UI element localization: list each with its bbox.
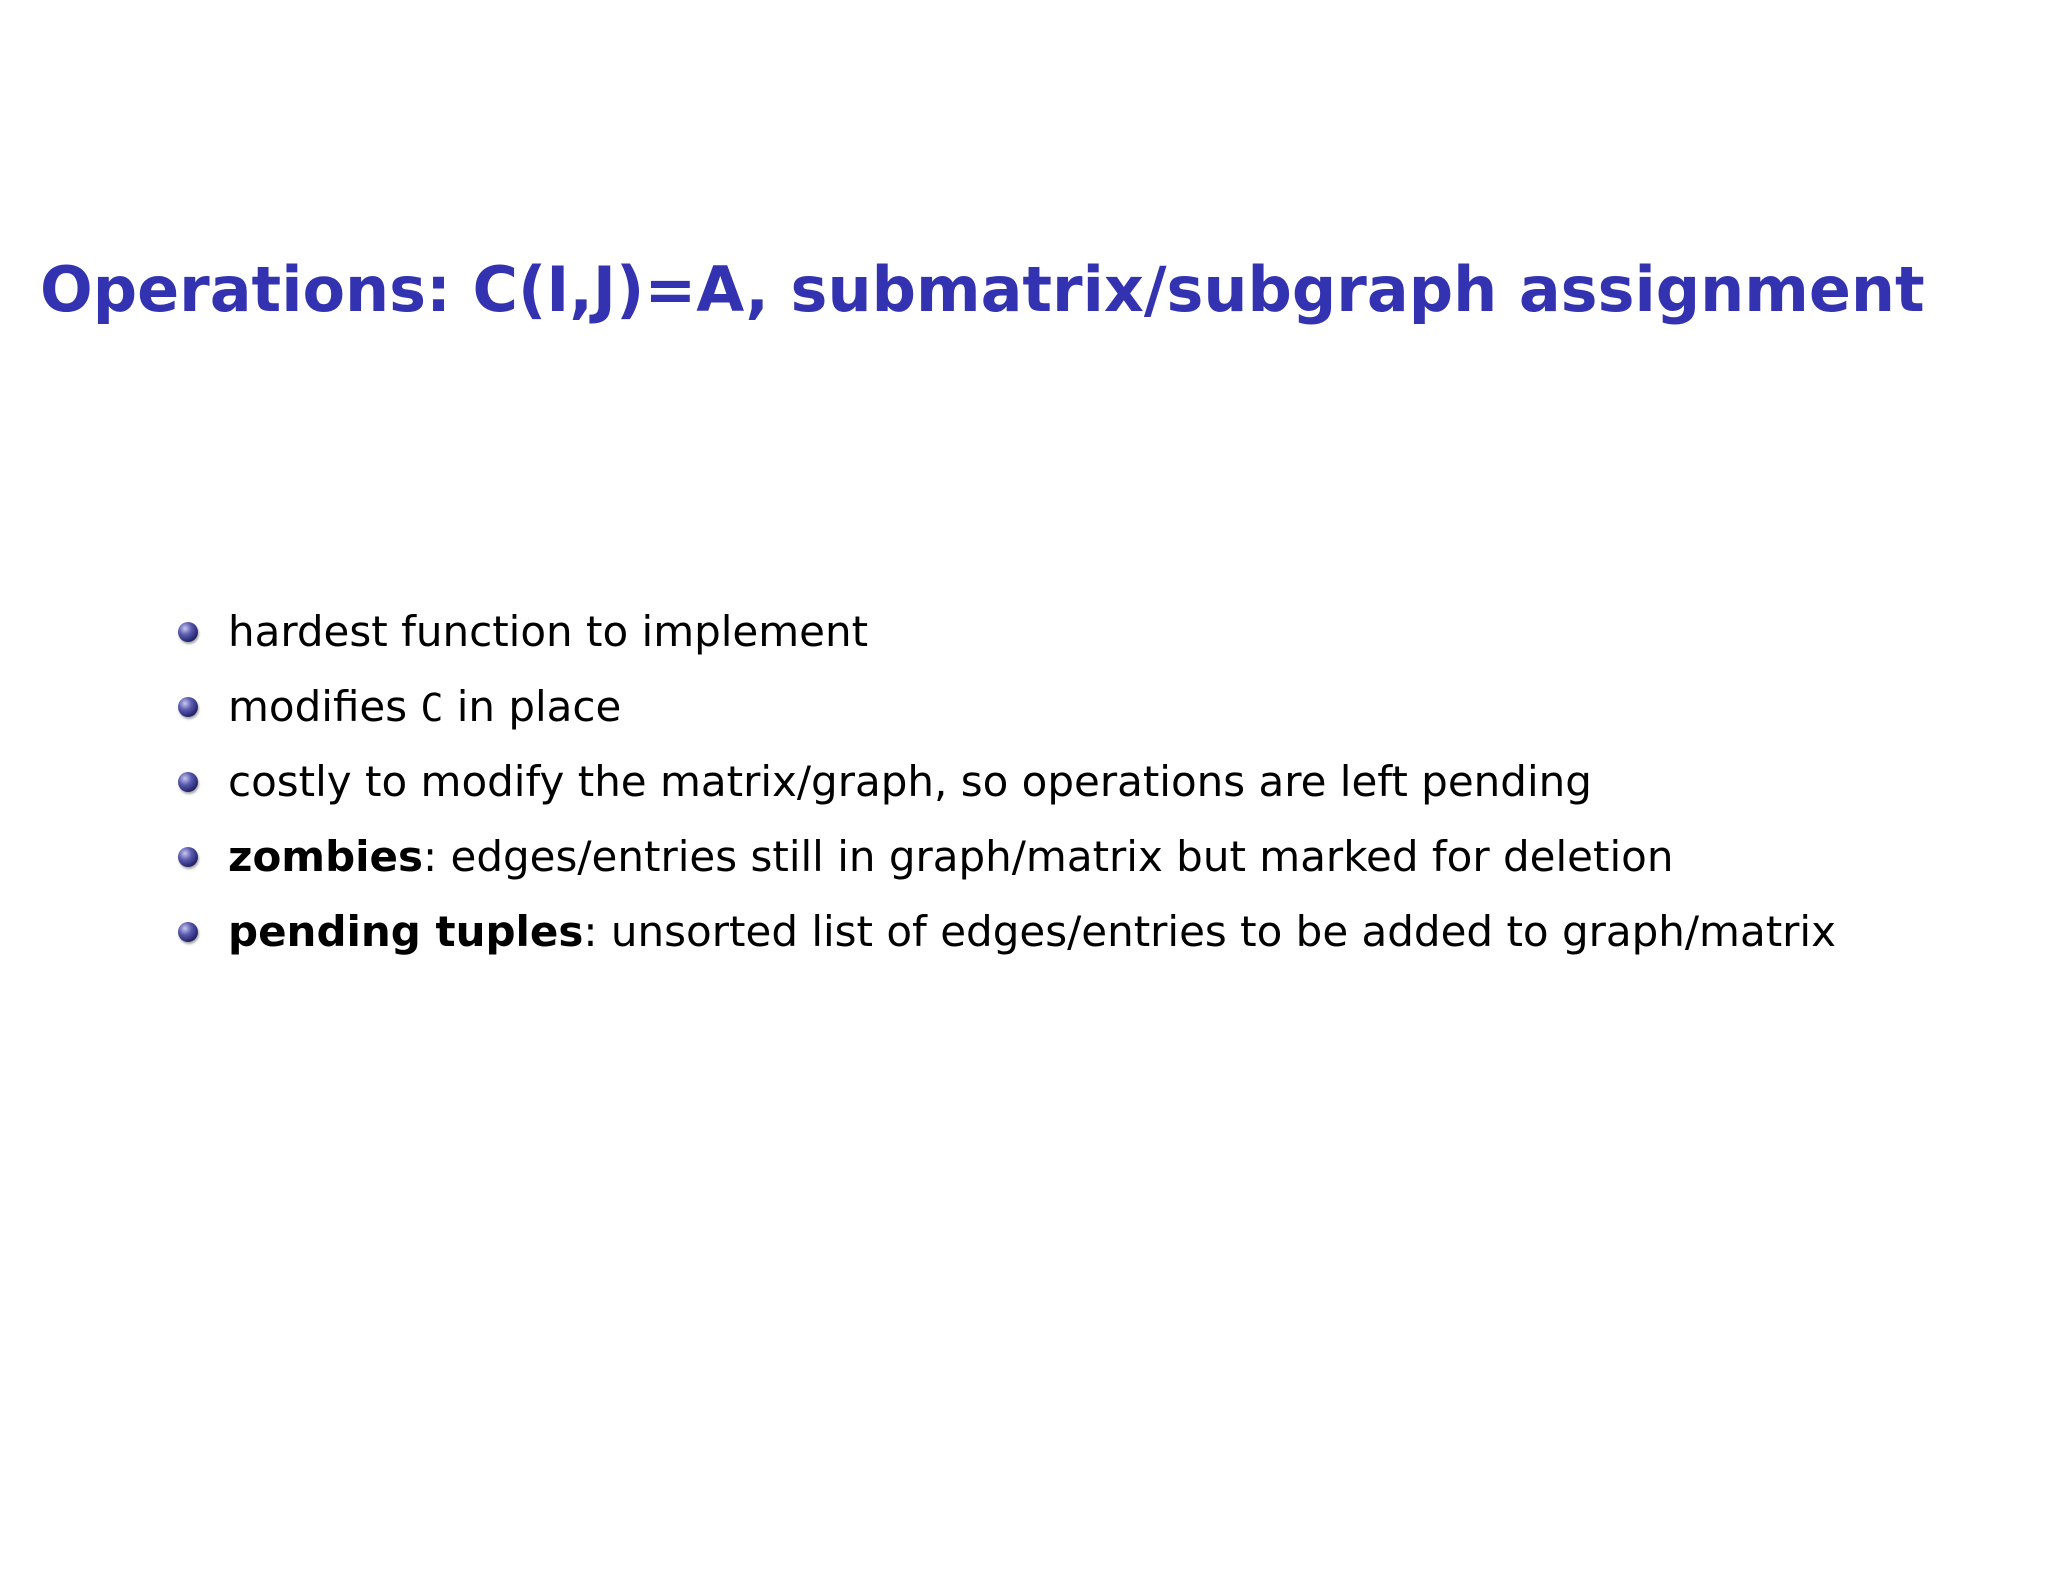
bullet-icon xyxy=(178,697,198,717)
bullet-list xyxy=(178,594,1836,969)
code-inline: C xyxy=(420,686,444,730)
bullet-text: : unsorted list of edges/entries to be added to graph/matrix xyxy=(583,907,1836,956)
bullet-text-post: in place xyxy=(443,682,622,731)
list-item xyxy=(178,819,1836,894)
list-item xyxy=(178,594,1836,669)
bullet-text: : edges/entries still in graph/matrix but marked for deletion xyxy=(423,832,1674,881)
bullet-icon xyxy=(178,847,198,867)
list-item xyxy=(178,744,1836,819)
bullet-term: zombies xyxy=(228,832,424,881)
slide-title: Operations: C(I,J)=A, submatrix/subgraph assignment xyxy=(40,253,1925,326)
bullet-text-pre: modifies xyxy=(228,682,421,731)
bullet-icon xyxy=(178,622,198,642)
bullet-term: pending tuples xyxy=(228,907,584,956)
list-item xyxy=(178,894,1836,969)
bullet-text: costly to modify the matrix/graph, so operations are left pending xyxy=(228,757,1592,806)
bullet-icon xyxy=(178,772,198,792)
bullet-icon xyxy=(178,922,198,942)
bullet-text: hardest function to implement xyxy=(228,607,869,656)
list-item xyxy=(178,669,1836,744)
